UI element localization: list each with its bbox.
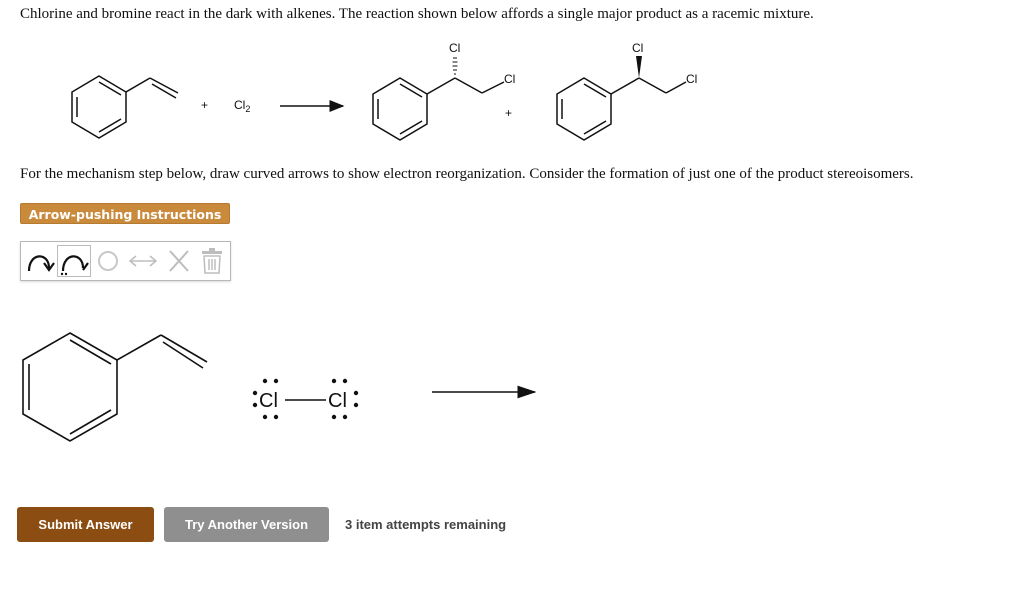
close-icon xyxy=(164,246,194,276)
lone-pair-icon xyxy=(93,246,123,276)
trash-icon xyxy=(197,246,227,276)
product-2-structure xyxy=(557,78,686,140)
lone-pair-tool[interactable] xyxy=(93,246,123,276)
resonance-arrow-tool[interactable] xyxy=(123,246,163,276)
chlorine-molecule[interactable] xyxy=(253,379,358,419)
resonance-arrow-icon xyxy=(123,246,163,276)
plus-sign-1: + xyxy=(201,98,209,112)
curved-arrow-single-icon xyxy=(58,246,90,276)
curved-arrow-pair-icon xyxy=(24,246,56,276)
product-2-cl-top: Cl xyxy=(632,41,644,55)
arrow-pushing-instructions-button[interactable]: Arrow-pushing Instructions xyxy=(20,203,230,224)
drawing-toolbar xyxy=(20,241,231,281)
reagent-cl2: $Cl_2$ xyxy=(234,98,251,114)
double-barb-arrow-tool[interactable] xyxy=(24,246,56,276)
product-1-cl-top: Cl xyxy=(449,41,461,55)
product-1-structure xyxy=(373,78,504,140)
product-1-cl-right: Cl xyxy=(504,72,516,86)
plus-sign-2: + xyxy=(505,106,513,120)
styrene-molecule[interactable] xyxy=(23,333,207,441)
styrene-structure xyxy=(72,76,178,138)
single-barb-arrow-tool[interactable] xyxy=(58,246,90,276)
submit-answer-button[interactable]: Submit Answer xyxy=(17,507,154,542)
product-2-cl-right: Cl xyxy=(686,72,698,86)
clear-all-tool[interactable] xyxy=(197,246,227,276)
attempts-remaining: 3 item attempts remaining xyxy=(345,517,507,532)
solid-wedge-bond xyxy=(636,56,642,78)
delete-tool[interactable] xyxy=(164,246,194,276)
question-intro: Chlorine and bromine react in the dark with alkenes. The reaction shown below affords a single major product as a racemic mixture. xyxy=(20,6,814,22)
hashed-wedge-bond xyxy=(453,58,458,74)
mechanism-prompt: For the mechanism step below, draw curved arrows to show electron reorganization. Consider the formation of just one of the product stereoisomers. xyxy=(20,166,914,182)
chlorine-atom-right[interactable]: Cl xyxy=(328,390,347,412)
reaction-scheme xyxy=(0,36,1024,146)
mechanism-canvas[interactable] xyxy=(0,320,1024,450)
try-another-version-button[interactable]: Try Another Version xyxy=(164,507,329,542)
chlorine-atom-left[interactable]: Cl xyxy=(259,390,278,412)
